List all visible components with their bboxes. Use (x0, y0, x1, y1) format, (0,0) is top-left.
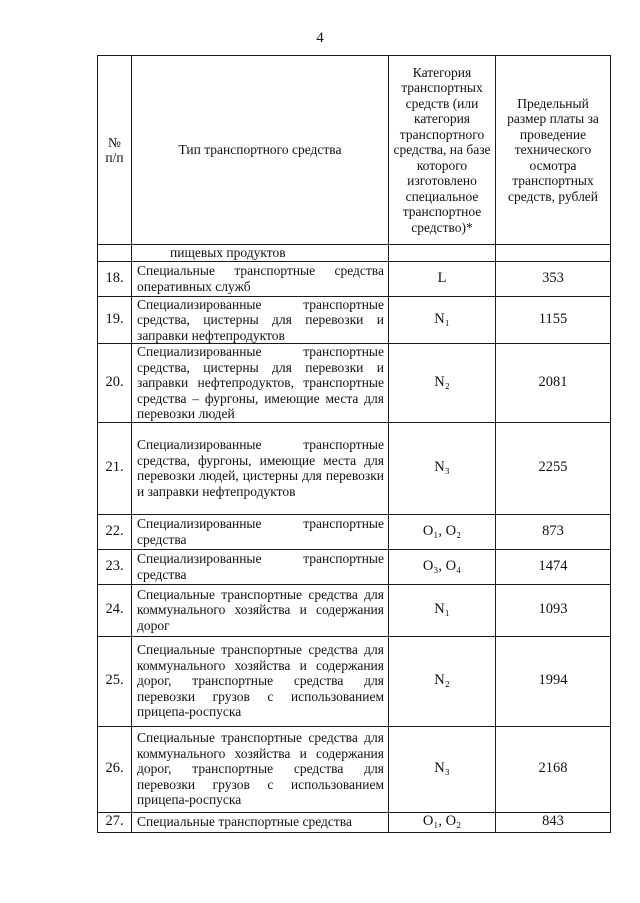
vehicle-type: Специализированные транспортные средства, фургоны, имеющие места для перевозки людей, цистерны для перевозки и заправки нефтепродуктов (132, 422, 389, 514)
vehicle-type: Специальные транспортные средства (132, 812, 389, 832)
header-vehicle-type: Тип транспортного средства (132, 56, 389, 245)
max-fee: 2168 (496, 726, 611, 812)
vehicle-category: N₁ (389, 584, 496, 636)
table-row (98, 726, 611, 812)
max-fee: 353 (496, 261, 611, 296)
vehicle-category: N₂ (389, 344, 496, 423)
row-number: 22. (98, 514, 132, 549)
vehicle-category: N₃ (389, 726, 496, 812)
vehicle-category: O₁, O₂ (389, 812, 496, 832)
table-row (98, 584, 611, 636)
table-row (98, 636, 611, 726)
vehicle-category: N₂ (389, 636, 496, 726)
header-number: № п/п (98, 56, 132, 245)
page-number: 4 (316, 30, 324, 46)
row-number: 20. (98, 344, 132, 423)
inspection-fee-table (97, 55, 611, 833)
continuation-num (98, 245, 132, 262)
row-number: 24. (98, 584, 132, 636)
table-row (98, 514, 611, 549)
table-header-row (98, 56, 611, 245)
max-fee: 873 (496, 514, 611, 549)
max-fee: 2081 (496, 344, 611, 423)
max-fee: 1155 (496, 296, 611, 344)
max-fee: 2255 (496, 422, 611, 514)
max-fee: 1474 (496, 549, 611, 584)
table-row (98, 549, 611, 584)
vehicle-type: Специализированные транспортные средства, цистерны для перевозки и заправки нефтепродуктов, транспортные средства – фургоны, имеющие места для перевозки людей (132, 344, 389, 423)
vehicle-category: L (389, 261, 496, 296)
vehicle-type: Специализированные транспортные средства (132, 514, 389, 549)
vehicle-type: Специальные транспортные средства для коммунального хозяйства и содержания дорог (132, 584, 389, 636)
vehicle-type: Специализированные транспортные средства, цистерны для перевозки и заправки нефтепродуктов (132, 296, 389, 344)
header-max-fee: Предельный размер платы за проведение технического осмотра транспортных средств, рублей (496, 56, 611, 245)
table-row (98, 296, 611, 344)
row-number: 26. (98, 726, 132, 812)
table-row (98, 422, 611, 514)
continuation-price (496, 245, 611, 262)
continuation-row (98, 245, 611, 262)
table-row (98, 344, 611, 423)
vehicle-type: Специальные транспортные средства оперативных служб (132, 261, 389, 296)
vehicle-type: Специальные транспортные средства для коммунального хозяйства и содержания дорог, транспортные средства для перевозки грузов с использованием прицепа-роспуска (132, 726, 389, 812)
table-row (98, 812, 611, 832)
table-row (98, 261, 611, 296)
max-fee: 1093 (496, 584, 611, 636)
max-fee: 843 (496, 812, 611, 832)
row-number: 25. (98, 636, 132, 726)
header-category: Категория транспортных средств (или категория транспортного средства, на базе которого изготовлено специальное транспортное средство)* (389, 56, 496, 245)
vehicle-type: Специальные транспортные средства для коммунального хозяйства и содержания дорог, транспортные средства для перевозки грузов с использованием прицепа-роспуска (132, 636, 389, 726)
vehicle-category: O₃, O₄ (389, 549, 496, 584)
continuation-category (389, 245, 496, 262)
vehicle-category: N₁ (389, 296, 496, 344)
row-number: 23. (98, 549, 132, 584)
vehicle-type: Специализированные транспортные средства (132, 549, 389, 584)
row-number: 19. (98, 296, 132, 344)
row-number: 18. (98, 261, 132, 296)
continuation-type: пищевых продуктов (132, 245, 389, 262)
max-fee: 1994 (496, 636, 611, 726)
vehicle-category: O₁, O₂ (389, 514, 496, 549)
vehicle-category: N₃ (389, 422, 496, 514)
row-number: 21. (98, 422, 132, 514)
row-number: 27. (98, 812, 132, 832)
